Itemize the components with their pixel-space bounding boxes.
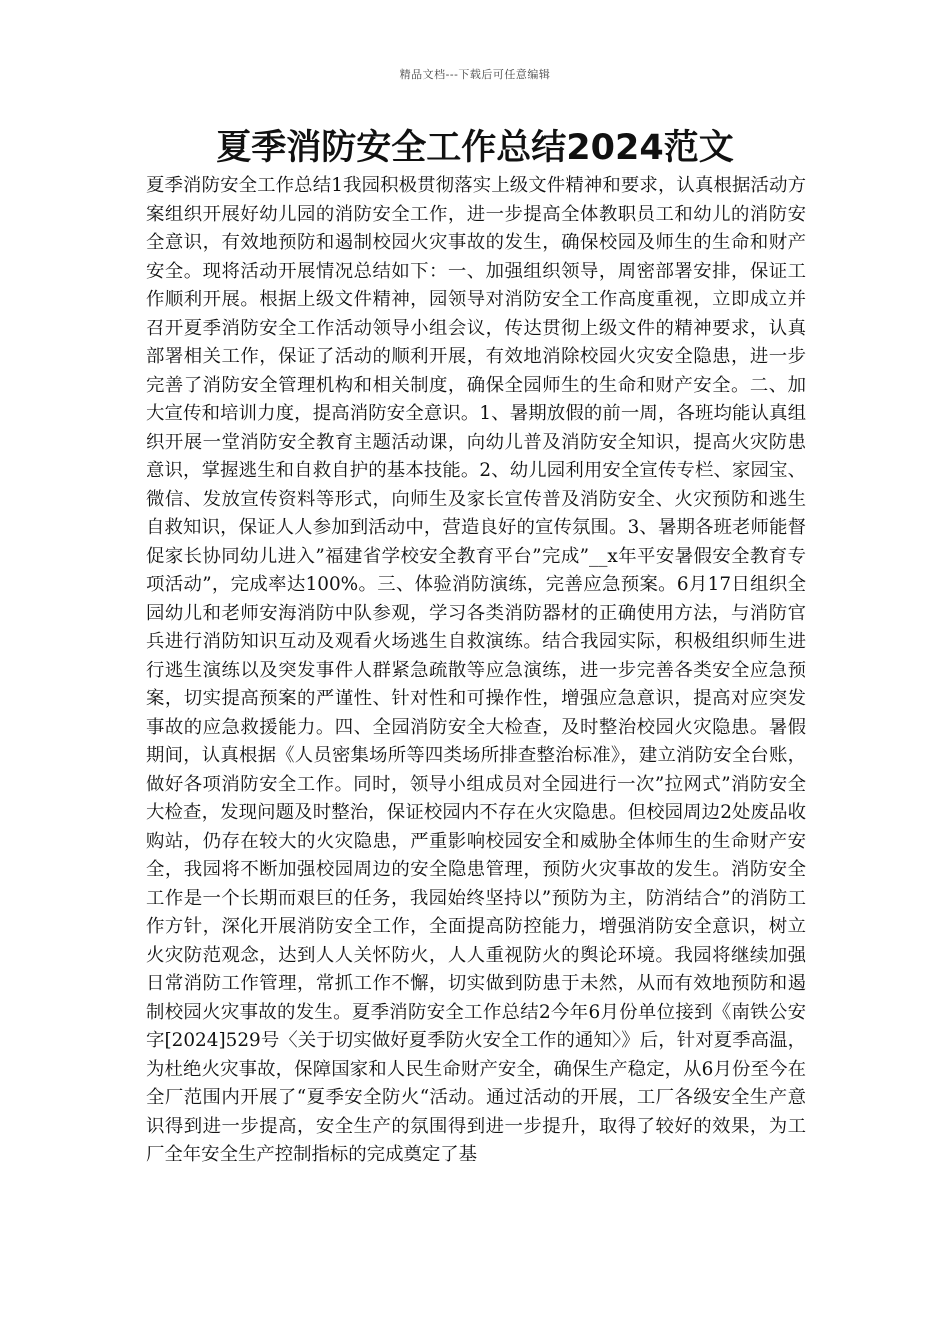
- document-body-text: 夏季消防安全工作总结1我园积极贯彻落实上级文件精神和要求，认真根据活动方案组织开展好幼儿园的消防安全工作，进一步提高全体教职员工和幼儿的消防安全意识，有效地预防和遏制校园火灾事故的发生，确保校园及师生的生命和财产安全。现将活动开展情况总结如下：一、加强组织领导，周密部署安排，保证工作顺利开展。根据上级文件精神，园领导对消防安全工作高度重视，立即成立并召开夏季消防安全工作活动领导小组会议，传达贯彻上级文件的精神要求，认真部署相关工作，保证了活动的顺利开展，有效地消除校园火灾安全隐患，进一步完善了消防安全管理机构和相关制度，确保全园师生的生命和财产安全。二、加大宣传和培训力度，提高消防安全意识。1、暑期放假的前一周，各班均能认真组织开展一堂消防安全教育主题活动课，向幼儿普及消防安全知识，提高火灾防患意识，掌握逃生和自救自护的基本技能。2、幼儿园利用安全宣传专栏、家园宝、微信、发放宣传资料等形式，向师生及家长宣传普及消防安全、火灾预防和逃生自救知识，保证人人参加到活动中，营造良好的宣传氛围。3、暑期各班老师能督促家长协同幼儿进入”福建省学校安全教育平台”完成”__x年平安暑假安全教育专项活动”，完成率达100%。三、体验消防演练，完善应急预案。6月17日组织全园幼儿和老师安海消防中队参观，学习各类消防器材的正确使用方法，与消防官兵进行消防知识互动及观看火场逃生自救演练。结合我园实际，积极组织师生进行逃生演练以及突发事件人群紧急疏散等应急演练，进一步完善各类安全应急预案，切实提高预案的严谨性、针对性和可操作性，增强应急意识，提高对应突发事故的应急救援能力。四、全园消防安全大检查，及时整治校园火灾隐患。暑假期间，认真根据《人员密集场所等四类场所排查整治标准》，建立消防安全台账，做好各项消防安全工作。同时，领导小组成员对全园进行一次”拉网式”消防安全大检查，发现问题及时整治，保证校园内不存在火灾隐患。但校园周边2处废品收购站，仍存在较大的火灾隐患，严重影响校园安全和威胁全体师生的生命财产安全，我园将不断加强校园周边的安全隐患管理，预防火灾事故的发生。消防安全工作是一个长期而艰巨的任务，我园始终坚持以”预防为主，防消结合”的消防工作方针，深化开展消防安全工作，全面提高防控能力，增强消防安全意识，树立火灾防范观念，达到人人关怀防火，人人重视防火的舆论环境。我园将继续加强日常消防工作管理，常抓工作不懈，切实做到防患于未然，从而有效地预防和遏制校园火灾事故的发生。夏季消防安全工作总结2今年6月份单位接到《南铁公安字[2024]529号〈关于切实做好夏季防火安全工作的通知〉》后，针对夏季高温，为杜绝火灾事故，保障国家和人民生命财产安全，确保生产稳定，从6月份至今在全厂范围内开展了“夏季安全防火“活动。通过活动的开展，工厂各级安全生产意识得到进一步提高，安全生产的氛围得到进一步提升，取得了较好的效果，为工厂全年安全生产控制指标的完成奠定了基: [146, 175, 806, 1165]
- page-header-watermark: 精品文档---下载后可任意编辑: [399, 68, 551, 81]
- document-title: 夏季消防安全工作总结2024范文: [216, 128, 734, 168]
